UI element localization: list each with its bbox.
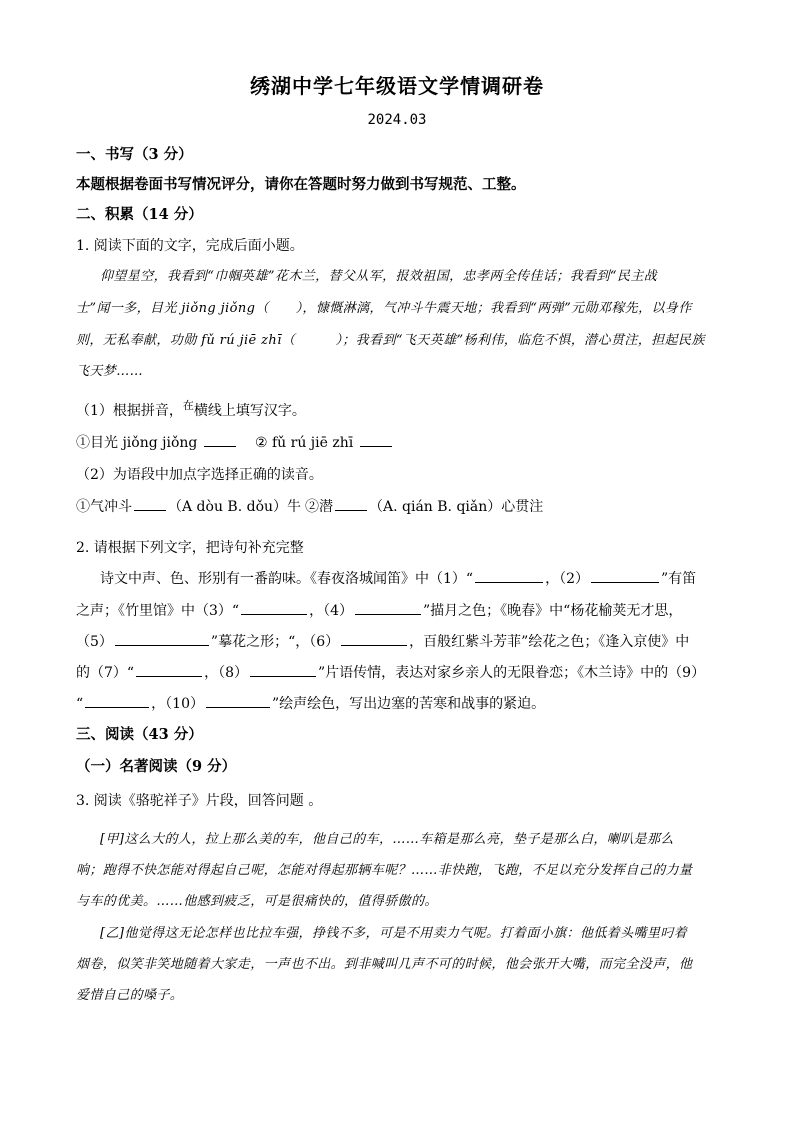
q1-sub1-suffix: 横线上填写汉字。 xyxy=(193,403,306,419)
q1-passage-line: 士”闻一多，目光 jiǒng jiǒng（ ），慷慨淋漓，气冲斗牛震天地；我看到“两弹”元勋邓稼先，以身作 xyxy=(76,301,692,316)
answer-blank[interactable] xyxy=(341,631,407,646)
q2-text: 诗文中声、色、形别有一番韵味。《春夜洛城闻笛》中（1）“ xyxy=(100,571,474,587)
q2-text: ”摹花之形；“，（6） xyxy=(210,634,340,650)
q1-sub2-a xyxy=(76,496,301,516)
q2-line xyxy=(100,568,696,588)
q2-text: ，（10） xyxy=(151,696,204,712)
answer-blank[interactable] xyxy=(355,600,421,615)
q2-text: ”有笛 xyxy=(661,571,697,587)
q2-text: 的（7）“ xyxy=(76,665,135,681)
section1-text: 本题根据卷面书写情况评分，请你在答题时努力做到书写规范、工整。 xyxy=(76,176,526,193)
q2-text: ”片语传情，表达对家乡亲人的无限眷恋；《木兰诗》中的（9） xyxy=(318,665,706,681)
q1-sub2-b xyxy=(305,496,543,516)
excerpt-jia-line: 与车的优美。……他感到疲乏，可是很痛快的，值得骄傲的。 xyxy=(76,894,438,909)
q1-sub1-a xyxy=(76,432,238,452)
q1-sub2-a-prefix: ①气冲斗 xyxy=(76,499,132,515)
q2-text: “ xyxy=(76,696,84,712)
q3-stem: 3. 阅读《骆驼祥子》片段，回答问题 。 xyxy=(76,793,323,809)
q1-stem: 1. 阅读下面的文字，完成后面小题。 xyxy=(76,238,304,254)
answer-blank[interactable] xyxy=(115,631,209,646)
answer-blank[interactable] xyxy=(335,496,367,511)
exam-title: 绣湖中学七年级语文学情调研卷 xyxy=(250,74,544,98)
answer-blank[interactable] xyxy=(591,568,659,583)
q1-sub2-b-prefix: ②潜 xyxy=(305,499,333,515)
q1-passage-line: 仰望星空，我看到“巾帼英雄”花木兰，替父从军，报效祖国，忠孝两全传佳话；我看到“民主战 xyxy=(100,269,658,284)
excerpt-yi-line: 爱惜自己的嗓子。 xyxy=(76,988,184,1003)
excerpt-yi-line: 烟卷，似笑非笑地随着大家走，一声也不出。到非喊叫几声不可的时候，他会张开大嘴，而完全没声，他 xyxy=(76,957,693,972)
q2-text: 之声；《竹里馆》中（3）“ xyxy=(76,603,240,619)
q1-sub1-prefix: （1）根据拼音， xyxy=(76,403,183,419)
q2-line xyxy=(76,631,689,651)
excerpt-jia-line: 响；跑得不快怎能对得起自己呢，怎能对得起那辆车呢？……非快跑，飞跑，不足以充分发挥自己的力量 xyxy=(76,863,693,878)
q2-text: ，百般红紫斗芳菲”绘花之色；《逢入京使》中 xyxy=(409,634,690,650)
answer-blank[interactable] xyxy=(250,662,316,677)
q2-line xyxy=(76,693,545,713)
q2-text: ，（4） xyxy=(309,603,353,619)
excerpt-jia-line: [甲]这么大的人，拉上那么美的车，他自己的车，……车箱是那么亮，垫子是那么白，喇叭是那么 xyxy=(100,832,674,847)
exam-date: 2024.03 xyxy=(367,112,427,128)
excerpt-yi-line: [乙]他觉得这无论怎样也比拉车强，挣钱不多，可是不用卖力气呢。打着面小旗：他低着头嘴里叼着 xyxy=(100,926,688,941)
q1-sub2-a-options: （A dòu B. dǒu）牛 xyxy=(168,499,302,515)
q1-sub1-small-char: 在 xyxy=(182,399,194,412)
q1-sub2-b-options: （A. qián B. qiǎn）心贯注 xyxy=(369,499,544,515)
q2-text: （5） xyxy=(76,634,113,650)
q2-line xyxy=(76,662,705,682)
section3-subheading: （一）名著阅读（9 分） xyxy=(76,758,237,775)
q2-text: ”描月之色；《晚春》中“杨花榆荚无才思， xyxy=(423,603,683,619)
q2-text: ，（2） xyxy=(545,571,589,587)
q2-line xyxy=(76,600,682,620)
answer-blank[interactable] xyxy=(475,568,543,583)
q1-passage-line: 飞天梦…… xyxy=(76,364,144,379)
section3-heading: 三、阅读（43 分） xyxy=(76,726,203,743)
q2-text: ，（8） xyxy=(204,665,248,681)
answer-blank[interactable] xyxy=(85,693,149,708)
answer-blank[interactable] xyxy=(206,693,270,708)
q1-passage-line: 则，无私奉献，功勋 fǔ rú jiē zhī（ ）；我看到“飞天英雄”杨利伟，临危不惧，潜心贯注，担起民族 xyxy=(76,333,705,348)
answer-blank[interactable] xyxy=(134,496,166,511)
section1-heading: 一、书写（3 分） xyxy=(76,146,193,163)
section2-heading: 二、积累（14 分） xyxy=(76,206,203,223)
q1-sub1-a-label: ①目光 jiǒng jiǒng xyxy=(76,435,198,451)
answer-blank[interactable] xyxy=(360,432,392,447)
answer-blank[interactable] xyxy=(204,432,236,447)
answer-blank[interactable] xyxy=(136,662,202,677)
q2-stem: 2. 请根据下列文字，把诗句补充完整 xyxy=(76,540,304,556)
answer-blank[interactable] xyxy=(241,600,307,615)
q1-sub1-b xyxy=(255,432,394,451)
q1-sub1-b-label: ② fǔ rú jiē zhī xyxy=(255,435,354,451)
q1-sub2: （2）为语段中加点字选择正确的读音。 xyxy=(76,467,323,483)
q2-text: ”绘声绘色，写出边塞的苦寒和战事的紧迫。 xyxy=(272,696,546,712)
q1-sub1 xyxy=(76,400,306,420)
